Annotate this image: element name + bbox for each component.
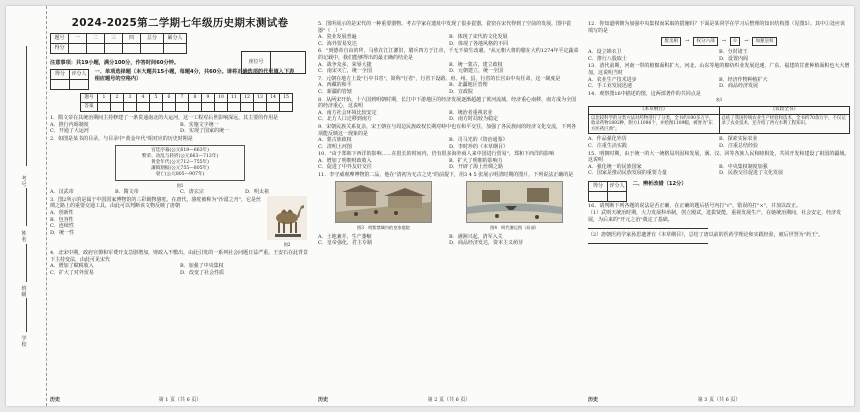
score-cell[interactable] (51, 80, 70, 90)
exam-sheet (6, 6, 854, 406)
option: A．增加了赋税收入 (50, 263, 94, 270)
option: A．农业生产技术进步 (588, 76, 637, 83)
footer-page: 第 1 页（共 6 页） (158, 397, 202, 404)
exam-title: 2024-2025第二学期七年级历史期末测试卷 (71, 17, 289, 29)
answer-cell[interactable] (163, 103, 176, 112)
answer-number: 15 (280, 94, 293, 103)
q1-options (50, 122, 310, 135)
score-cell[interactable] (69, 43, 87, 53)
contents-item: 繁荣、动乱与转折(公元663—712年) (141, 153, 219, 159)
option: D．商品经济发展 (719, 83, 759, 90)
margin-line (26, 188, 27, 226)
option: A．南方社会环境比较安定 (318, 109, 377, 116)
footer-subject: 历史 (318, 397, 329, 404)
option: D．宣政院 (449, 88, 474, 95)
question-16-part-2: （2）唐朝医药学家孙思邈著有《本草纲目》，总结了唐以前的医药学理论和实践经验，被后世誉为"药王"。 (588, 232, 824, 239)
answer-number: 2 (111, 94, 124, 103)
footer-page: 第 3 页（共 6 页） (697, 397, 741, 404)
question-8: 8．从两宋开始，十六国到明朝时期，长江中下游地区的经济发展逐渐超越了黄河流域，经济重心南移，南方成为全国的经济重心，这说明 (318, 96, 577, 110)
question-11: 11．李守威观摩博物馆二品，他在"清初为无古之史"的前提下，用3 4 5 张展示明清时期的图片，下列说法正确的是 (318, 172, 574, 179)
footer-page: 第 2 页（共 6 页） (427, 397, 471, 404)
margin-label-class: 班级 (21, 286, 27, 298)
score-cell[interactable] (141, 43, 164, 53)
option: B．统一蒙古，建立政权 (449, 61, 503, 68)
option: C．扩大了对外贸易 (50, 269, 94, 276)
books-table (588, 106, 850, 134)
answer-number: 5 (150, 94, 163, 103)
question-10: 10．"由于郑和下西洋的影响……在很长的时间内，仍有很多海外商人来中国进行贸易"，郑和下西洋的影响 (318, 151, 554, 158)
option: B．体现了宋代的文化发展 (449, 34, 508, 41)
question-16: 16．请判断下列各题的说法是否正确，在正确的题后括号内打"√"，错误的打"×"，并加以改正。 (588, 202, 801, 209)
answer-cell[interactable] (111, 103, 124, 112)
contents-item: 藩镇割据(公元755—805年) (151, 165, 209, 171)
option: D．民族交往促进了文化发展 (719, 170, 784, 177)
option: D．注重总结经验 (719, 142, 759, 149)
answer-cell[interactable] (150, 103, 163, 112)
option: D．体现了各地风格的不同 (449, 40, 509, 47)
question-3: 3．图2所示的是属于中国国家博物馆的三彩载物骆驼。在唐代，骆驼被称为"沙漠之舟"，它是丝绸之路上的重要交通工具，由此可以判断该文物反映了唐朝 (50, 196, 261, 210)
option: B．经济作物种植扩大 (719, 76, 768, 83)
answer-number: 13 (254, 94, 267, 103)
answer-cell[interactable] (280, 103, 293, 112)
option: B．加强了中央集权 (180, 263, 224, 270)
score-header: 二 (87, 33, 105, 43)
q6-options (318, 62, 580, 75)
option: B．探索实际农业 (719, 136, 758, 143)
option: B．包容性 (50, 216, 74, 223)
answer-number: 8 (189, 94, 202, 103)
answer-grid-label: 题号 (81, 94, 98, 103)
section1-scorebox (50, 69, 89, 90)
answer-number: 4 (137, 94, 150, 103)
option: A．瓷业发展普遍 (318, 34, 357, 41)
grader-cell[interactable] (70, 80, 89, 90)
answer-cell[interactable] (98, 103, 111, 112)
page-3 (588, 6, 850, 406)
table-header: 《本草纲目》 (589, 106, 720, 114)
contents-item: 衰亡(公元805—907年) (155, 171, 205, 177)
question-15: 15．明朝时期，由于统一的大一统格局巩固和发展，满、汉、回等各族人民和睦相处，共同开发和建设了祖国的疆域。这说明 (588, 150, 850, 164)
table-caption: 表1 (715, 97, 723, 103)
arrow-icon: → (721, 38, 726, 45)
contents-item: 黄金年代(公元712—755年) (151, 159, 209, 165)
q5-options (318, 34, 580, 47)
score-row-label: 得分 (51, 43, 69, 53)
binding-margin (6, 6, 47, 406)
table-cell: 总结了我国传统农业生产经验和技术，全书约70余万字，不仅记录了农业技术，还介绍了西方水利工程知识。 (719, 114, 850, 134)
score-label: 得分 (51, 70, 70, 80)
q8-options (318, 110, 580, 123)
answer-cell[interactable] (215, 103, 228, 112)
option: A．增加了明朝财政收入 (318, 157, 372, 164)
knowledge-flowchart (588, 37, 850, 46)
option: B．司马光的《资治通鉴》 (449, 137, 508, 144)
question-13: 13．清代前期，河南一带的植棉面积扩大，河北、山东等地的棉纺织业发展迅速，广东、福建的甘蔗种植面积也大大增加，这说明当时 (588, 63, 850, 76)
q12-options (588, 49, 850, 62)
option: C．手工业发展迅速 (588, 83, 632, 90)
score-header: 四 (123, 33, 141, 43)
figure-caption: 图4 明代漕运图（局部） (490, 225, 539, 231)
arrow-icon: → (685, 38, 690, 45)
answer-number: 1 (98, 94, 111, 103)
question-16-part-1: （1）武则天统治时期，大力发展科举制，创立殿试，选拔贤能，重视发展生产，在她统治期间，社会安定，经济发展，为后来的"开元之治"奠定了基础。 (588, 210, 842, 224)
answer-cell[interactable] (202, 103, 215, 112)
arrow-icon: → (744, 38, 749, 45)
option: A．土地兼并，生产萎缩 (318, 233, 372, 240)
section2-heading: 二、辨析改错（12分） (632, 180, 687, 187)
score-table (50, 33, 187, 54)
option: B．实施文字统一 (180, 121, 219, 128)
page-footer (318, 397, 580, 404)
option: B．扩大了明朝的影响力 (449, 157, 503, 164)
option: C．南宋灭亡，统一全国 (318, 68, 372, 75)
question-1: 1．隋文帝在其统治期间主持修建了一条贯通南北的大运河，这一工程对后世影响深远，其主要的作用是 (50, 115, 279, 122)
seat-number-box (241, 51, 306, 74)
answer-number: 14 (267, 94, 280, 103)
margin-line (26, 46, 27, 166)
option: C．皇帝强化，君主专制 (318, 240, 372, 247)
flow-box: 加强皇权 (752, 37, 776, 46)
answer-cell[interactable] (228, 103, 241, 112)
palace-painting-image (335, 181, 432, 223)
section2-scorebox (588, 181, 627, 202)
section1-heading: 一、单项选择题（本大题共15小题，每题4分，共60分。请将正确选项的代号填入下表相应题号的空格内） (94, 69, 295, 83)
option: A．强化统一的民族国家 (588, 163, 642, 170)
figure-caption: 图3 明紫禁城内的皇家庭院 (357, 225, 410, 231)
answer-number: 7 (176, 94, 189, 103)
score-header: 题号 (51, 33, 69, 43)
option: D．元朝建立，统一全国 (449, 68, 504, 75)
option: D．开辟了海上丝绸之路 (449, 164, 504, 171)
question-14: 14．观察图16中描述的图，这两部著作的共同点是 (588, 90, 701, 97)
answer-number: 11 (228, 94, 241, 103)
contents-box (115, 145, 245, 181)
score-header: 总分 (141, 33, 164, 43)
table-cell: 以比较科学的分类方法对药物进行了分类，全书约190多万字，收录药物1892种，附方11096个，并绘图1109幅，被誉为"东方医药巨典"。 (589, 114, 720, 134)
answer-cell[interactable] (137, 103, 150, 112)
option: A．蒙古族政权 (318, 137, 352, 144)
score-cell[interactable] (87, 43, 105, 53)
answer-line[interactable] (588, 240, 850, 247)
page-footer (50, 397, 310, 404)
option: C．唐玄宗 (180, 189, 204, 196)
answer-number: 6 (163, 94, 176, 103)
option: A．设立锦衣卫 (588, 49, 622, 56)
option: D．改变了社会性质 (180, 269, 225, 276)
margin-label-id: 考号 (21, 176, 27, 188)
answer-cell[interactable] (254, 103, 267, 112)
score-header: 累分人 (164, 33, 187, 43)
score-header: 一 (69, 33, 87, 43)
contents-item: 宫廷序幕(公元618—663年) (151, 147, 209, 153)
option: A．战争众多，荣辱大捷 (318, 61, 372, 68)
q7-options (318, 82, 580, 95)
score-header: 三 (105, 33, 123, 43)
score-cell[interactable] (164, 43, 187, 53)
option: D．南方时局较为稳定 (449, 116, 499, 123)
option: A．创新性 (50, 209, 74, 216)
score-label: 得分 (589, 181, 608, 191)
option: B．满洲兴起，清军入关 (449, 233, 503, 240)
q10-options (318, 158, 580, 171)
question-4: 4．北宋中期，政府官僚和军费开支急剧增加，财政入不敷出，由此引发的一系列社会问题日益严重。王安石在此背景下主持变法，由此可见宋代 (50, 249, 309, 263)
option: C．开通了大运河 (50, 128, 89, 135)
option: B．隋文帝 (115, 189, 139, 196)
figure-row (318, 181, 580, 232)
seat-label: 座位号 (242, 52, 271, 74)
question-5: 5．图所展示的是宋代的一种重要器物。考古学家在遗址中发现了很多瓷器，瓷窑在宋代得到了空前的发展，图中瓷器"（ ）" (318, 21, 572, 34)
answer-grid (80, 93, 293, 112)
option: C．促进了中外友好交往 (318, 164, 372, 171)
option: A．汉武帝 (50, 189, 74, 196)
page-footer (588, 397, 850, 404)
answer-line[interactable] (588, 225, 850, 232)
option: A．作品强化外货 (588, 136, 627, 143)
score-cell[interactable] (589, 191, 608, 201)
question-6: 6．"到德帝自由的拜，马欣在江江灌旧，腊兵四方于江市，千无不染生改避。"从元朝大将的腊在大约1274年平定蔬菜的记载中，我们能够得出的最正确的结论是 (318, 48, 579, 61)
option: B．统治者重视农业 (449, 109, 493, 116)
margin-label-school: 学校 (21, 336, 27, 348)
grader-cell[interactable] (608, 191, 627, 201)
option: D．商品经济发达，资本主义萌芽 (449, 240, 524, 247)
answer-cell[interactable] (241, 103, 254, 112)
option: C．新疆的管辖 (318, 88, 352, 95)
answer-number: 9 (202, 94, 215, 103)
option: A．推行内阁制度 (50, 121, 89, 128)
option: A．西藏的和平 (318, 82, 352, 89)
answer-cell[interactable] (176, 103, 189, 112)
option: C．国家是推动民族发展的重要力量 (588, 170, 667, 177)
q14-options (588, 136, 850, 149)
option: C．海外贸易发达 (318, 40, 357, 47)
margin-label-name: 姓名 (21, 231, 27, 243)
option: C．注重生活实践 (588, 142, 627, 149)
answer-cell[interactable] (267, 103, 280, 112)
footer-subject: 历史 (588, 397, 599, 404)
option: D．李时珍的《本草纲目》 (449, 143, 509, 150)
page-2 (318, 6, 580, 406)
grader-label: 评分人 (608, 181, 627, 191)
question-12: 12．你知道明朝为加强中央集权而采取的措施吗？下面是某同学在学习后整理的知识结构图（见图5）。其中①处应该填写的是 (588, 21, 846, 34)
figure-caption: 图2 (283, 242, 291, 248)
option: C．连续性 (50, 223, 74, 230)
option: C．北方人口迁移到南方 (318, 116, 372, 123)
q15-options (588, 164, 850, 177)
answer-cell[interactable] (124, 103, 137, 112)
answer-number: 10 (215, 94, 228, 103)
question-2: 2．如图是某书的目录，与目录中"黄金年代"相对应的历史时期是 (50, 135, 193, 142)
margin-line (26, 298, 27, 332)
score-cell[interactable] (123, 43, 141, 53)
answer-number: 3 (124, 94, 137, 103)
option: B．中央集权制度加强 (719, 163, 768, 170)
flow-box: 权分六部 (693, 37, 717, 46)
option: D．设置内阁 (719, 55, 749, 62)
seat-field[interactable] (271, 52, 306, 74)
margin-line (26, 244, 27, 282)
flow-box: 废丞相 (661, 37, 681, 46)
table-header: 《农政全书》 (719, 106, 850, 114)
answer-cell[interactable] (189, 103, 202, 112)
q11-options (318, 234, 580, 247)
question-7: 7．元朝在地方上设"行中书省"，简称"行省"，行省下设路、府、州、县，行省的长官由中央任命，这一制度是 (318, 75, 561, 82)
option: C．清明上河图 (318, 143, 352, 150)
option: D．实现了国家的统一 (180, 128, 230, 135)
q13-options (588, 77, 850, 90)
q2-options (50, 189, 310, 196)
answer-number: 12 (241, 94, 254, 103)
score-cell[interactable] (105, 43, 123, 53)
camel-figurine-image (267, 196, 307, 240)
notice: 注意事项：共19小题，满分100分，作答时间60分钟。 (50, 59, 180, 66)
option: B．分封诸王 (719, 49, 748, 56)
grader-label: 评分人 (70, 70, 89, 80)
canal-painting-image (466, 181, 563, 223)
flow-box: ① (730, 37, 740, 46)
question-9: 9．宋朝民族关系复杂，宋王朝在与周边民族政权长期对峙中也有和平交往，加强了各民族间的经济文化交流，下列各项能反映这一现象的是 (318, 123, 577, 137)
q4-options (50, 263, 310, 276)
page-1 (50, 6, 310, 406)
figure-caption: 图1 (176, 182, 184, 188)
option: B．北疆地区管理 (449, 82, 488, 89)
option: C．推行八股取士 (588, 55, 627, 62)
q9-options (318, 137, 580, 150)
option: D．统一性 (50, 229, 75, 236)
footer-subject: 历史 (50, 397, 61, 404)
option: D．明太祖 (245, 189, 270, 196)
answer-grid-label: 答案 (81, 103, 98, 112)
